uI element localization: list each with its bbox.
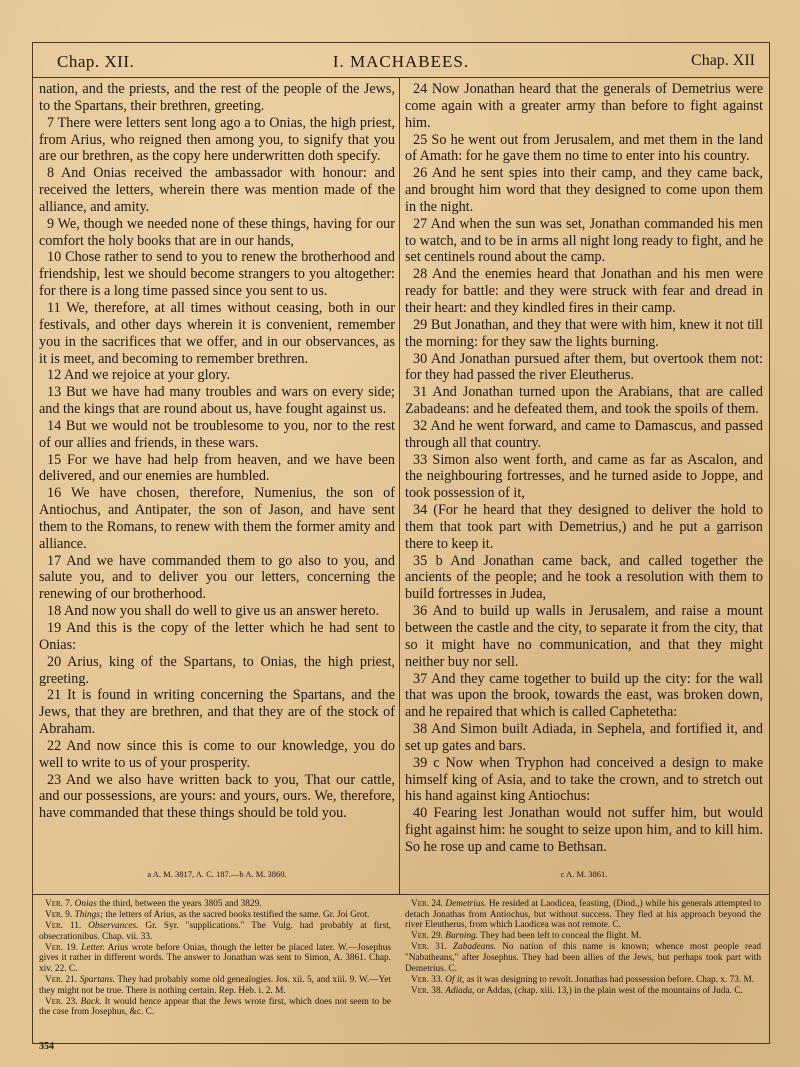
verse-number: 34 — [413, 502, 428, 519]
verse — [39, 165, 395, 216]
footnote-text: They had been left to conceal the flight. M. — [480, 931, 642, 942]
verse — [39, 654, 395, 688]
header-book-title: I. MACHABEES. — [332, 52, 470, 71]
left-text-column — [39, 81, 395, 888]
footnote — [39, 899, 391, 910]
verse — [405, 755, 763, 806]
verse-number: 31 — [413, 384, 428, 401]
footnote-term: Demetrius. — [445, 899, 487, 909]
verse-number: 20 — [47, 653, 62, 670]
verse-text: And now since this is come to our knowledge, you do well to write to us of your prosperity. — [39, 737, 395, 771]
verse-text: And we have commanded them to go also to you, and salute you, and to deliver you our letters, concerning the renewing of our brotherhood. — [39, 552, 395, 603]
verse — [39, 553, 395, 604]
footnotes-right — [405, 899, 761, 1039]
verse — [405, 418, 763, 452]
verse-text: So he went out from Jerusalem, and met them in the land of Amath: for he gave them no time to enter into his country. — [405, 131, 763, 165]
footnote-verse-label: Ver. 19. — [45, 942, 78, 953]
verse-number: 26 — [413, 165, 428, 182]
footnote-text: It would hence appear that the Jews wrote first, which does not seem to be the case from Josephus, &c. C. — [39, 996, 391, 1018]
verse-text: And he sent spies into their camp, and they came back, and brought him word that they designed to come upon them in the night. — [405, 165, 763, 215]
footnote-term: Back. — [80, 996, 102, 1007]
verse — [39, 452, 395, 486]
verse — [405, 81, 763, 132]
verse — [39, 249, 395, 300]
verse-text: And we also have written back to you, That our cattle, and our possessions, are yours: and yours, ours. We, therefore, have commanded that these things should be told you. — [39, 771, 395, 822]
verse-text: And Onias received the ambassador with honour: and received the letters, wherein there was mention made of the alliance, and amity. — [39, 165, 395, 215]
verse-text: But we would not be troublesome to you, nor to the rest of our allies and friends, in these wars. — [39, 417, 395, 451]
verse-text: And now you shall do well to give us an answer hereto. — [61, 603, 380, 620]
verse-number: 39 — [413, 754, 428, 771]
verse — [39, 81, 395, 115]
verse — [39, 115, 395, 166]
verse — [405, 603, 763, 670]
footnote — [39, 997, 391, 1018]
verse — [39, 603, 395, 620]
verse-text: And they came together to build up the city: for the wall that was upon the brook, towards the east, was broken down, and he repaired that which is called Caphetetha: — [405, 670, 763, 721]
footnote-verse-label: Ver. 29. — [411, 931, 443, 942]
verse — [39, 620, 395, 654]
verse-number: 8 — [47, 165, 55, 182]
column-divider — [399, 77, 400, 894]
verse-number: 33 — [413, 451, 428, 468]
verse-text: Simon also went forth, and came as far as Ascalon, and the neighbouring fortresses, and he turned aside to Joppe, and took possession of it, — [405, 451, 763, 502]
footnote-verse-label: Ver. 7. — [45, 899, 73, 909]
verse — [39, 384, 395, 418]
verse-text: We, though we needed none of these things, having for our comfort the holy books that are in our hands, — [39, 215, 395, 249]
footnote-verse-label: Ver. 9. — [45, 910, 73, 921]
verse-text: There were letters sent long ago a to Onias, the high priest, from Arius, who reigned then among you, to signify that you are our brethren, as the copy here underwritten doth specify. — [39, 114, 395, 165]
verse-text: Fearing lest Jonathan would not suffer him, but would fight against him: he sought to seize upon him, and to kill him. So he rose up and came to Bethsan. — [405, 805, 763, 855]
verse-text: (For he heard that they designed to deliver the hold to them that took part with Demetrius,) and he put a garrison there to keep it. — [405, 502, 763, 552]
footnote — [39, 910, 391, 921]
footnote-text: Gr. Syr. "supplications." The Vulg. had probably at first, obsecrationibus. Chap. vii. 33. — [39, 921, 391, 942]
verse — [405, 132, 763, 166]
verse-number: 11 — [47, 299, 61, 316]
verse-number: 25 — [413, 131, 428, 148]
verse-number: 10 — [47, 249, 62, 266]
verse-number: 21 — [47, 687, 62, 704]
chronology-reference-right: c A. M. 3861. — [560, 869, 608, 879]
verse-number: 19 — [47, 620, 62, 636]
footnote-term: Letter. — [81, 942, 105, 953]
running-header — [33, 43, 769, 78]
page-number: 354 — [39, 1041, 54, 1052]
verse — [39, 485, 395, 552]
verse — [405, 317, 763, 351]
verse-text: We have chosen, therefore, Numenius, the son of Antiochus, and Antipater, the son of Jason, and have sent them to the Romans, to renew with them the former amity and alliance. — [39, 485, 395, 552]
footnote-term: Observances. — [88, 921, 139, 932]
footnote-verse-label: Ver. 33. — [411, 974, 443, 985]
verse-number: 27 — [413, 215, 428, 232]
footnote — [39, 975, 391, 996]
header-chapter-left: Chap. XII. — [57, 52, 135, 71]
verse-text: But we have had many troubles and wars on every side; and the kings that are round about us, have fought against us. — [39, 384, 395, 418]
footnote-text: or Addas, (chap. xiii. 13,) in the plain west of the mountains of Juda. C. — [476, 985, 743, 996]
footnote-verse-label: Ver. 38. — [411, 985, 443, 996]
verse — [39, 367, 395, 384]
right-text-column — [405, 81, 763, 888]
footnote — [405, 899, 761, 931]
verse-number: 35 — [413, 552, 428, 569]
verse-number: 36 — [413, 603, 428, 620]
footnote-verse-label: Ver. 21. — [45, 975, 78, 986]
verse — [405, 553, 763, 604]
notes-divider — [33, 894, 769, 895]
verse-number: 18 — [47, 603, 62, 620]
verse-text: Now Jonathan heard that the generals of Demetrius were come again with a greater army than before to fight against him. — [405, 81, 763, 131]
verse — [405, 351, 763, 385]
verse-number: 30 — [413, 350, 428, 367]
verse-number: 38 — [413, 721, 428, 738]
verse — [405, 721, 763, 755]
verse-text: And we rejoice at your glory. — [61, 367, 231, 384]
footnote — [39, 943, 391, 975]
verse-number: 40 — [413, 805, 428, 822]
verse-number: 14 — [47, 417, 62, 434]
verse-text: And Jonathan pursued after them, but overtook them not: for they had passed the river Eleutherus. — [405, 350, 763, 384]
verse — [405, 805, 763, 856]
footnote — [39, 921, 391, 942]
verse-text: And to build up walls in Jerusalem, and raise a mount between the castle and the city, to separate it from the city, that so it might have no communication, and that they might neither buy nor sell. — [405, 603, 763, 670]
verse-text: And when the sun was set, Jonathan commanded his men to watch, and to be in arms all night long ready to fight, and he set centinels round about the camp. — [405, 215, 763, 266]
verse — [39, 418, 395, 452]
verse-text: We, therefore, at all times without ceasing, both in our festivals, and other days wherein it is convenient, remember you in the sacrifices that we offer, and in our observances, as it is meet, and becoming to remember brethren. — [39, 299, 395, 367]
verse-number: 7 — [47, 114, 55, 131]
verse-text: And this is the copy of the letter which he had sent to Onias: — [39, 620, 395, 653]
footnote-text: the letters of Arius, as the sacred books testified the same. Gr. Joi Grot. — [105, 910, 370, 921]
verse-text: For we have had help from heaven, and we have been delivered, and our enemies are humbled. — [39, 451, 395, 485]
verse-text: Chose rather to send to you to renew the brotherhood and friendship, lest we should become strangers to you altogether: for there is a long time passed since you sent to us. — [39, 249, 395, 300]
verse — [39, 738, 395, 772]
footnote-term: Burning. — [445, 931, 479, 942]
verse-text: And he went forward, and came to Damascus, and passed through all that country. — [405, 417, 763, 451]
footnote-verse-label: Ver. 23. — [45, 996, 78, 1007]
footnote-text: the third, between the years 3805 and 3829. — [99, 899, 262, 909]
verse — [405, 266, 763, 317]
verse-text: But Jonathan, and they that were with him, knew it not till the morning: for they saw the lights burning. — [405, 316, 763, 350]
verse — [39, 772, 395, 823]
verse-number: 23 — [47, 771, 62, 788]
footnote — [405, 986, 761, 997]
footnote-verse-label: Ver. 31. — [411, 942, 447, 953]
verse-number: 32 — [413, 417, 428, 434]
verse — [39, 300, 395, 367]
footnote — [405, 942, 761, 974]
chronology-reference-left: a A. M. 3817, A. C. 187.—b A. M. 3860. — [147, 869, 287, 879]
footnote-term: Zabadeans. — [452, 942, 497, 953]
verse-text: And Simon built Adiada, in Sephela, and fortified it, and set up gates and bars. — [405, 721, 763, 754]
footnote-text: No nation of this name is known; whence most people read "Nabatheans," after Josephus. They had been allies of the Jews, but perhaps took part with Demetrius. C. — [405, 942, 761, 974]
verse-number: 17 — [47, 552, 62, 569]
verse-number: 29 — [413, 316, 428, 333]
verse-number: 9 — [47, 215, 55, 232]
verse-number: 16 — [47, 485, 62, 502]
verse-number: 12 — [47, 367, 62, 384]
verse-text: c Now when Tryphon had conceived a design to make himself king of Asia, and to take the crown, and to stretch out his hand against king Antiochus: — [405, 754, 763, 805]
verse — [405, 216, 763, 267]
footnote-verse-label: Ver. 24. — [411, 899, 443, 909]
verse — [405, 502, 763, 553]
footnote — [405, 975, 761, 986]
verse — [405, 384, 763, 418]
footnote-text: He resided at Laodicea, feasting, (Diod.,) while his generals attempted to detach Jonathas from Antiochus, but without success. They fled at his approach beyond the river Eleutherus, from which Laodicea was not remote. C. — [405, 899, 761, 931]
footnote-term: Onias — [74, 899, 97, 909]
verse-number: 13 — [47, 384, 62, 401]
verse — [405, 452, 763, 503]
verse-number: 22 — [47, 737, 62, 754]
verse-number: 37 — [413, 670, 428, 687]
footnote-text: They had probably some old genealogies. Jos. xii. 5, and xiii. 9. W.—Yet they might not be true. There is nothing certain. Rep. Heb. i. 2. M. — [39, 975, 391, 996]
verse — [39, 687, 395, 738]
footnote-text: Arius wrote before Onias, though the letter be placed later. W.—Josephus gives it rather in different words. The answer to Jonathan was sent to Simon, A. 3861. Chap. xiv. 22. C. — [39, 942, 391, 975]
verse — [39, 216, 395, 250]
footnote-verse-label: Ver. 11. — [45, 921, 82, 932]
verse-number: 24 — [413, 81, 428, 97]
page-frame — [32, 42, 770, 1052]
verse-text: b And Jonathan came back, and called together the ancients of the people; and he took a resolution with them to build fortresses in Judea, — [405, 552, 763, 603]
verse — [405, 165, 763, 216]
verse-number: 15 — [47, 451, 62, 468]
footnote — [405, 931, 761, 942]
verse-text: And Jonathan turned upon the Arabians, that are called Zabadeans: and he defeated them, and took the spoils of them. — [405, 384, 763, 418]
footnote-term: Spartans. — [79, 975, 116, 986]
verse-text: And the enemies heard that Jonathan and his men were ready for battle: and they were struck with fear and dread in their heart: and they kindled fires in their camp. — [405, 266, 763, 316]
verse-text: It is found in writing concerning the Spartans, and the Jews, that they are brethren, and that they are of the stock of Abraham. — [39, 687, 395, 738]
verse-text: Arius, king of the Spartans, to Onias, the high priest, greeting. — [39, 653, 395, 687]
footnote-term: Of it, — [445, 974, 465, 985]
footnotes-left — [39, 899, 391, 1039]
footnote-term: Adiada, — [445, 985, 475, 996]
verse — [405, 671, 763, 722]
header-chapter-right: Chap. XII — [691, 52, 755, 69]
footnote-term: Things; — [74, 910, 104, 921]
verse-text: nation, and the priests, and the rest of the people of the Jews, to the Spartans, their brethren, greeting. — [39, 81, 395, 114]
verse-number: 28 — [413, 266, 428, 283]
footnote-text: as it was designing to revolt. Jonathas had possession before. Chap. x. 73. M. — [466, 974, 755, 985]
